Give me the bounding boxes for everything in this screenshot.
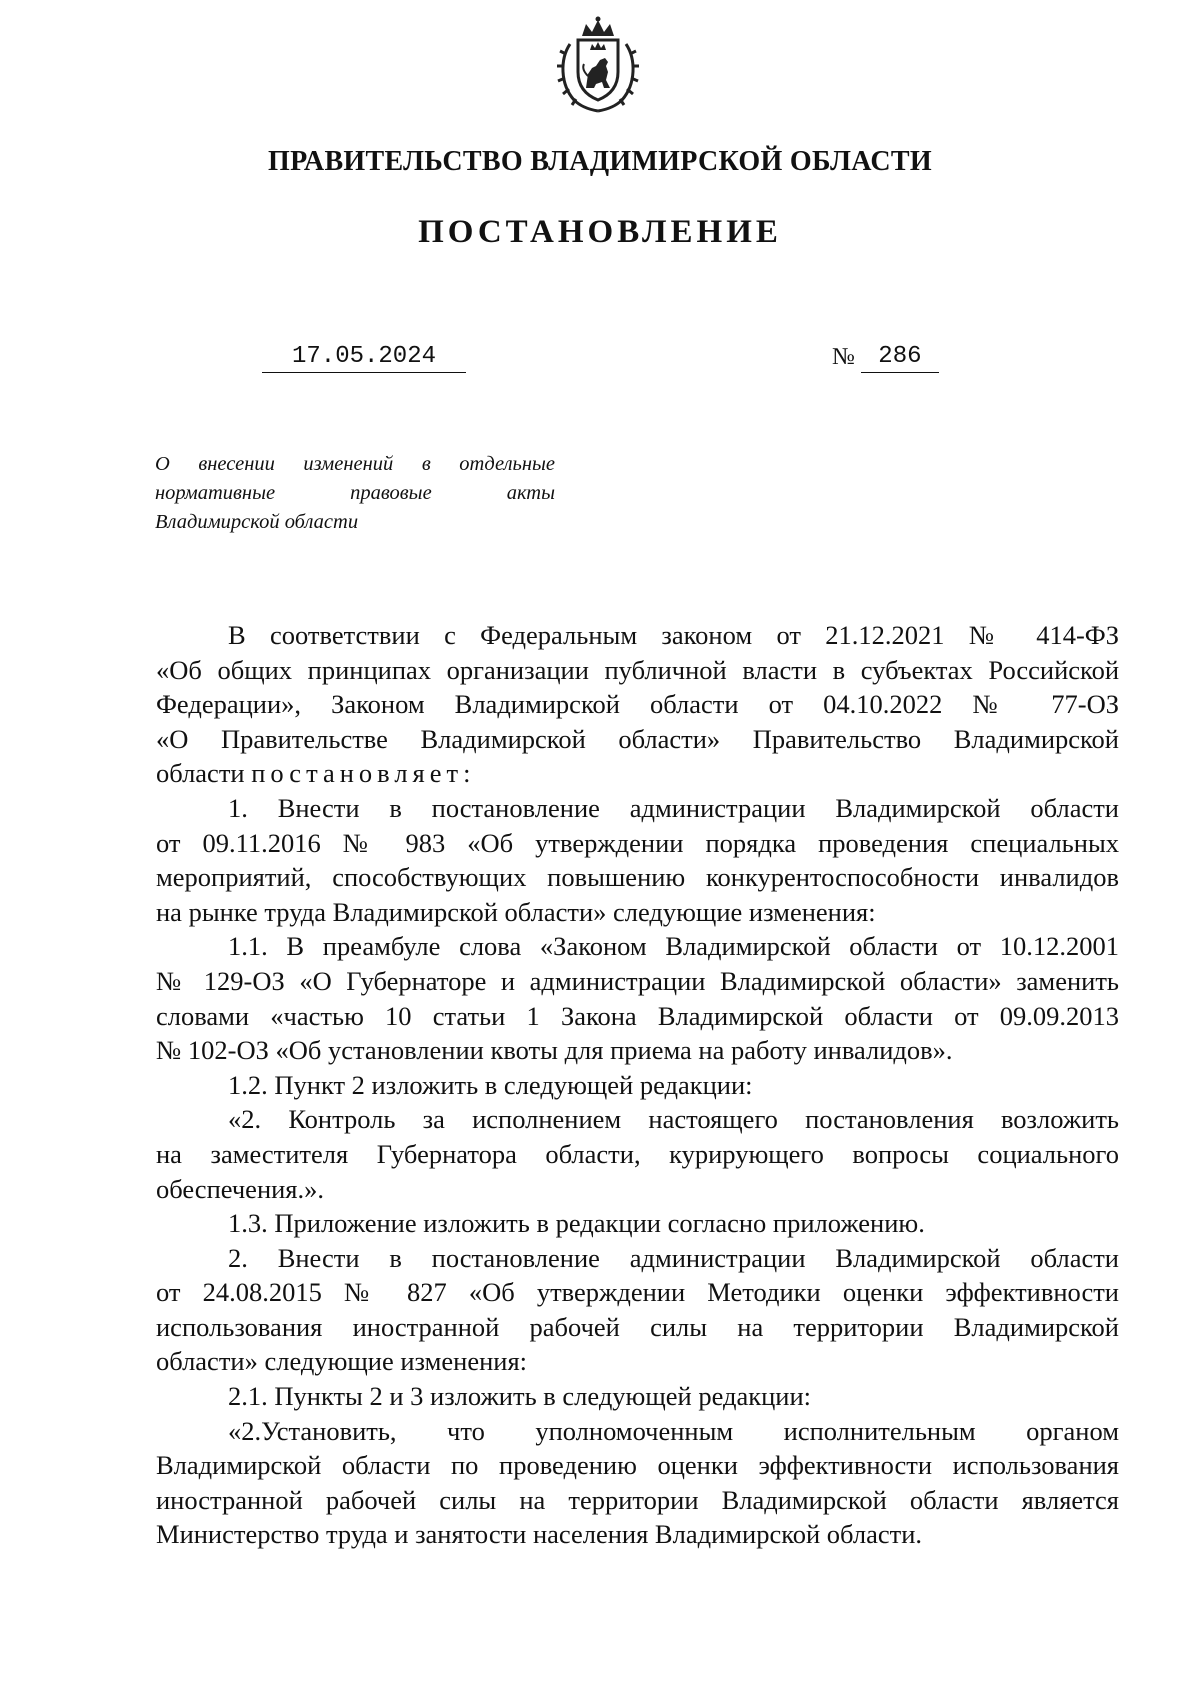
document-date: 17.05.2024 xyxy=(262,342,466,373)
body-line xyxy=(156,756,1119,791)
government-title: ПРАВИТЕЛЬСТВО ВЛАДИМИРСКОЙ ОБЛАСТИ xyxy=(268,146,932,177)
subject-line: Владимирской области xyxy=(155,511,359,533)
body-line: словами «частью 10 статьи 1 Закона Владимирской области от 09.09.2013 xyxy=(156,1000,1119,1031)
subject-line: нормативные правовые акты xyxy=(155,482,555,504)
body-line: от 09.11.2016 № 983 «Об утверждении порядка проведения специальных xyxy=(156,827,1119,858)
body-line: «2.Установить, что уполномоченным исполнительным органом xyxy=(228,1415,1119,1446)
body-line: № 129-ОЗ «О Губернаторе и администрации Владимирской области» заменить xyxy=(156,965,1119,996)
document-subject xyxy=(155,450,555,537)
body-line: «О Правительстве Владимирской области» Правительство Владимирской xyxy=(156,723,1119,754)
document-body xyxy=(156,618,1119,1552)
body-line: Владимирской области по проведению оценки эффективности использования xyxy=(156,1450,1119,1481)
body-line: использования иностранной рабочей силы на территории Владимирской xyxy=(156,1311,1119,1342)
document-number xyxy=(832,342,939,372)
body-line: 2. Внести в постановление администрации Владимирской области xyxy=(228,1242,1119,1273)
document-type: ПОСТАНОВЛЕНИЕ xyxy=(418,214,782,250)
number-sign: № xyxy=(832,344,855,370)
body-line: иностранной рабочей силы на территории Владимирской области является xyxy=(156,1484,1119,1515)
body-line: Министерство труда и занятости населения Владимирской области. xyxy=(156,1519,923,1550)
body-line: «2. Контроль за исполнением настоящего постановления возложить xyxy=(228,1104,1119,1135)
body-line: 2.1. Пункты 2 и 3 изложить в следующей редакции: xyxy=(228,1381,812,1412)
body-line: В соответствии с Федеральным законом от 21.12.2021 № 414-ФЗ xyxy=(228,620,1119,650)
body-line: 1.3. Приложение изложить в редакции согласно приложению. xyxy=(228,1208,925,1239)
body-line: обеспечения.». xyxy=(156,1173,324,1204)
body-line: мероприятий, способствующих повышению конкурентоспособности инвалидов xyxy=(156,862,1119,893)
body-line: 1. Внести в постановление администрации Владимирской области xyxy=(228,792,1119,823)
body-line: № 102-ОЗ «Об установлении квоты для приема на работу инвалидов». xyxy=(156,1035,953,1066)
body-line: «Об общих принципах организации публичной власти в субъектах Российской xyxy=(156,654,1119,685)
body-line: области» следующие изменения: xyxy=(156,1346,528,1377)
resolution-verb: постановляет: xyxy=(251,758,476,789)
body-line: от 24.08.2015 № 827 «Об утверждении Методики оценки эффективности xyxy=(156,1277,1119,1308)
body-line: 1.2. Пункт 2 изложить в следующей редакции: xyxy=(228,1069,753,1100)
body-line: на заместителя Губернатора области, курирующего вопросы социального xyxy=(156,1138,1119,1169)
subject-line: О внесении изменений в отдельные xyxy=(155,453,555,475)
body-line: на рынке труда Владимирской области» следующие изменения: xyxy=(156,896,876,927)
number-value: 286 xyxy=(861,342,939,373)
body-line: Федерации», Законом Владимирской области от 04.10.2022 № 77-ОЗ xyxy=(156,689,1119,720)
body-line: 1.1. В преамбуле слова «Законом Владимирской области от 10.12.2001 xyxy=(228,931,1119,962)
vladimir-coat-of-arms-icon xyxy=(552,14,644,114)
body-word: области xyxy=(156,758,245,789)
